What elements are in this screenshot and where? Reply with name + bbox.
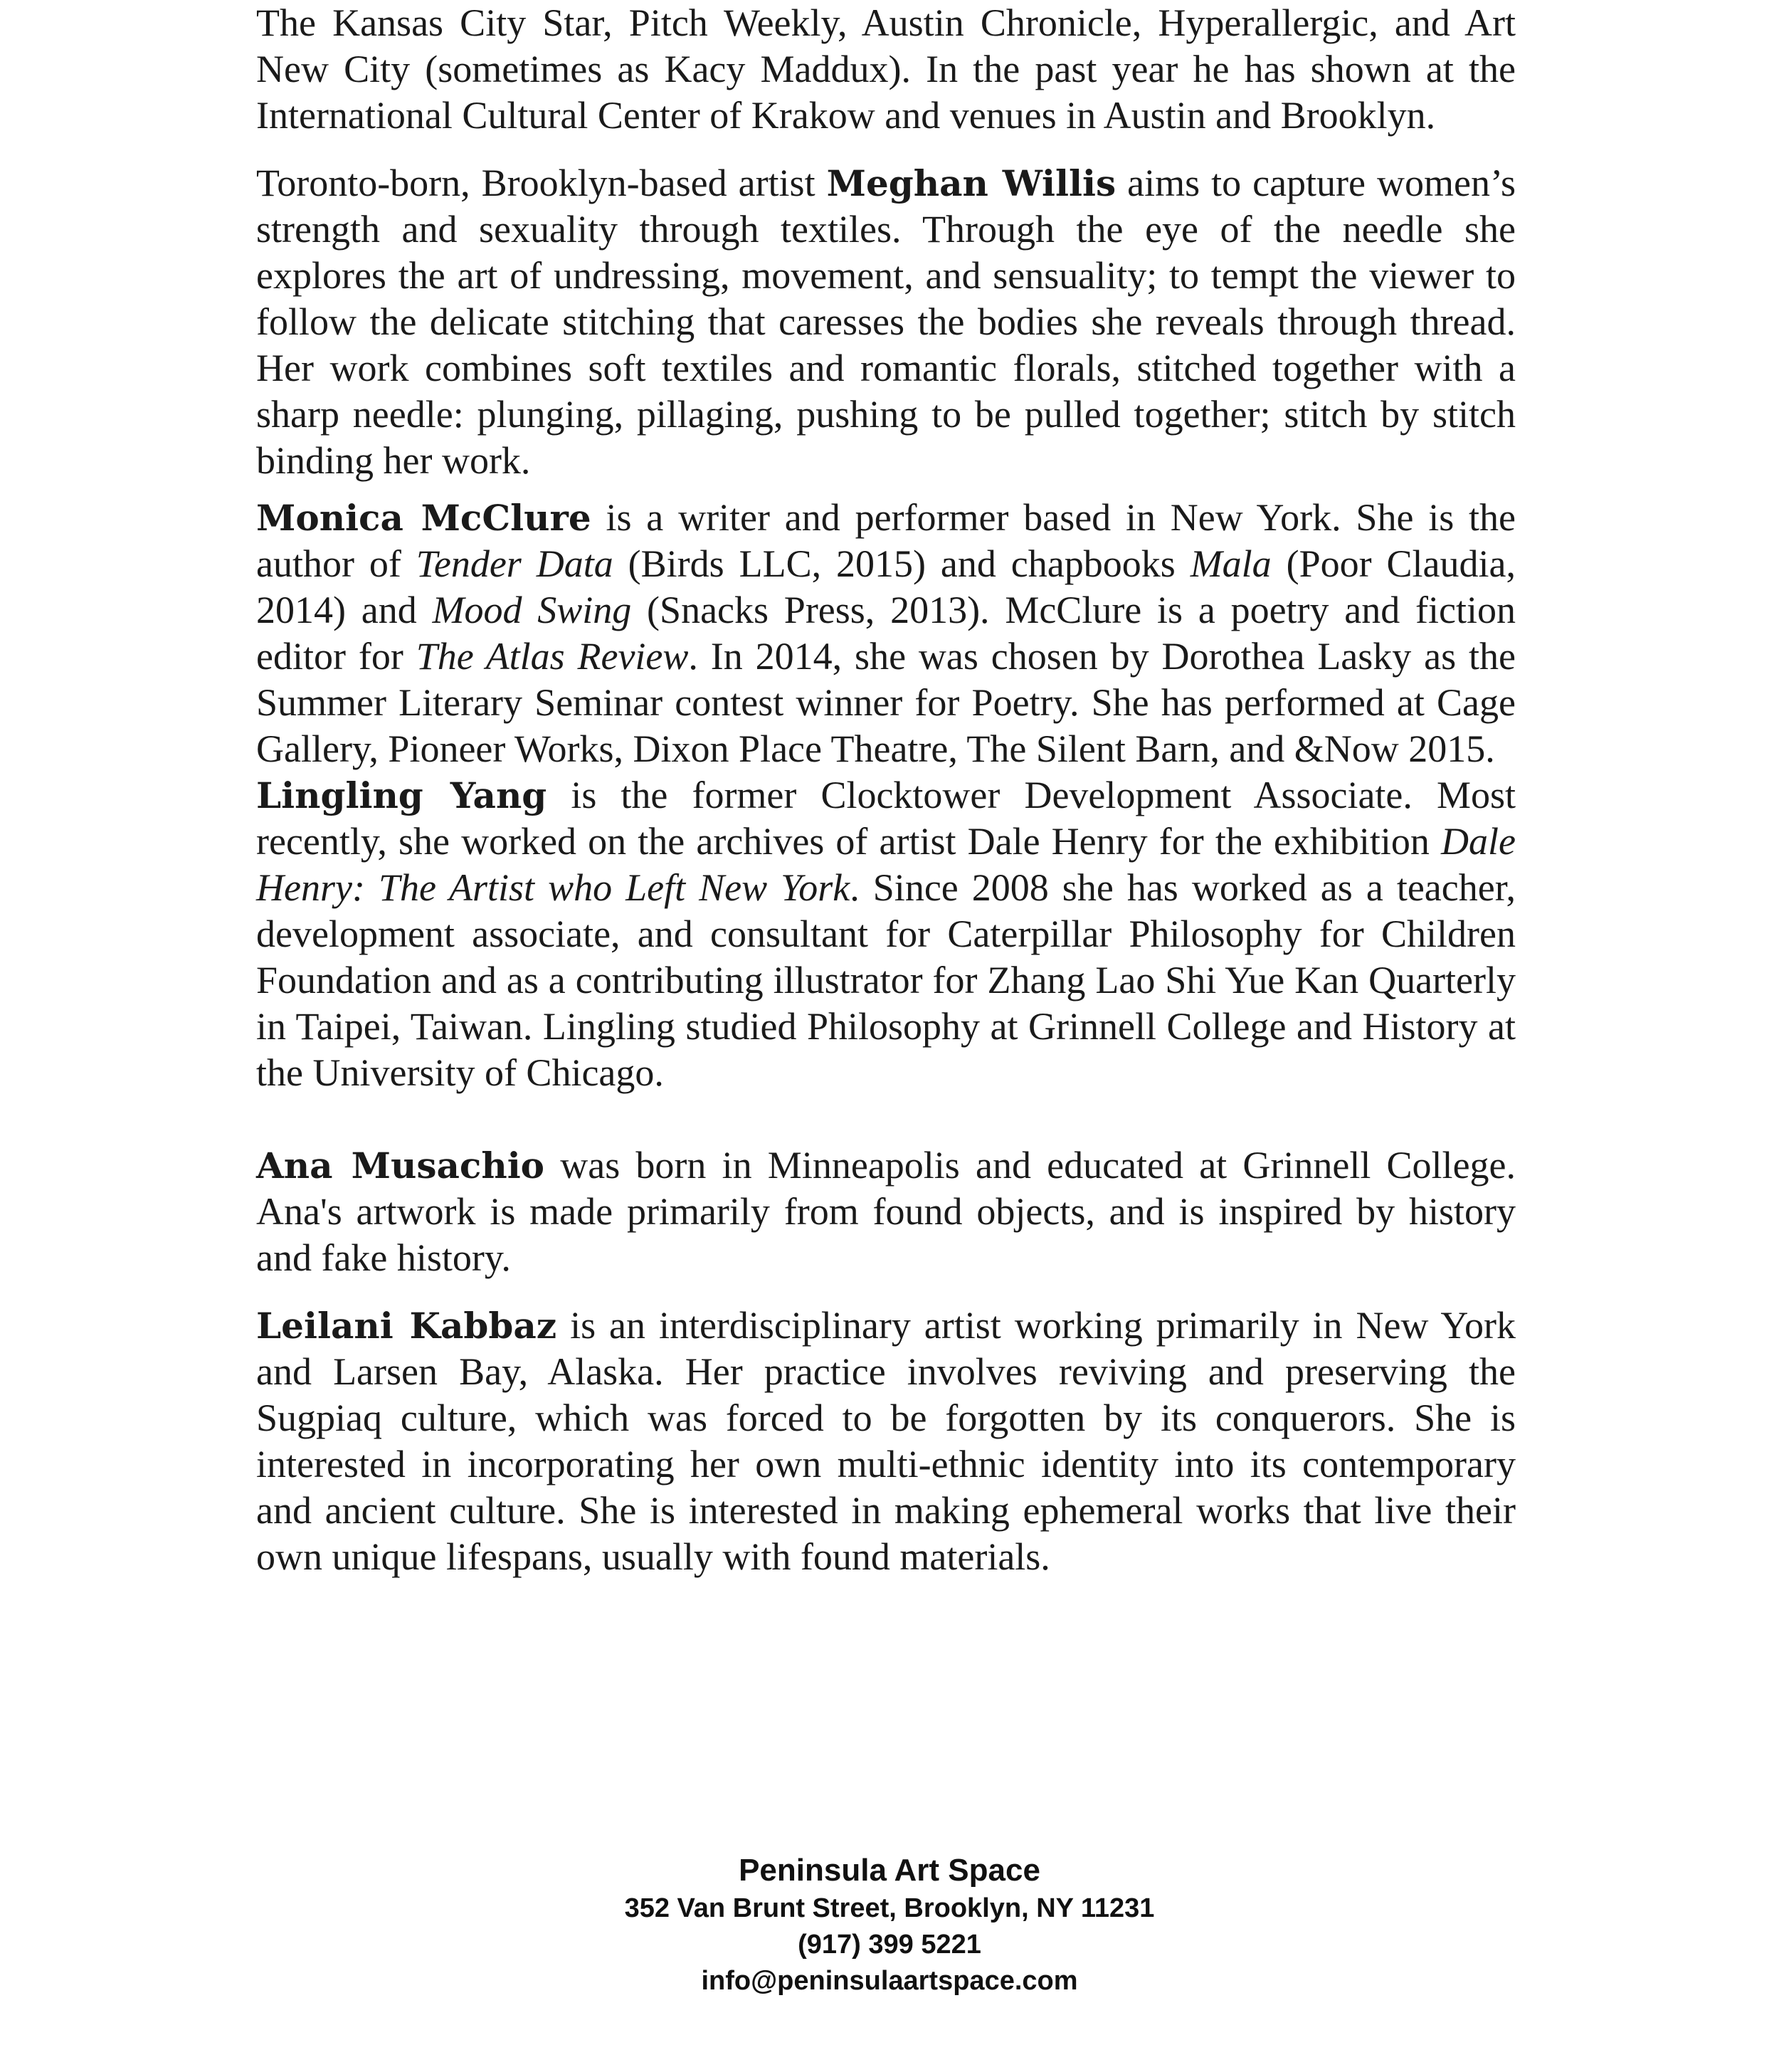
- bio-lingling-yang: [256, 772, 1516, 1096]
- bio-leilani-kabbaz: [256, 1303, 1516, 1580]
- yang-text-2: . Since 2008 she has worked as a teacher, development associate, and consultant for Caterpillar Philosophy for Children Foundation and as a contributing illustrator for Zhang Lao Shi Yue Kan Quarterly in Taipei, Taiwan. Lingling studied Philosophy at Grinnell College and History at the University of Chicago.: [256, 866, 1516, 1094]
- willis-lead: Toronto-born, Brooklyn-based artist: [256, 162, 827, 204]
- mcclure-text-4: (Snacks Press, 2013). McClure is a poetry and fiction editor for: [256, 589, 1516, 678]
- willis-text: aims to capture women’s strength and sexuality through textiles. Through the eye of the needle she explores the art of undressing, movement, and sensuality; to tempt the viewer to follow the delicate stitching that caresses the bodies she reveals through thread. Her work combines soft textiles and romantic florals, stitched together with a sharp needle: plunging, pillaging, pushing to be pulled together; stitch by stitch binding her work.: [256, 162, 1516, 482]
- paragraph-intro-continued: [256, 0, 1516, 139]
- exhibition-title-dale-henry: Dale Henry: The Artist who Left New York: [256, 820, 1516, 909]
- mcclure-text-3: (Poor Claudia, 2014) and: [256, 542, 1516, 631]
- book-title-mala: Mala: [1190, 542, 1272, 585]
- book-title-mood-swing: Mood Swing: [432, 589, 632, 631]
- yang-text-1: is the former Clocktower Development Associate. Most recently, she worked on the archives of artist Dale Henry for the exhibition: [256, 774, 1516, 863]
- musachio-text: was born in Minneapolis and educated at Grinnell College. Ana's artwork is made primarily from found objects, and is inspired by history and fake history.: [256, 1144, 1516, 1279]
- book-title-tender-data: Tender Data: [416, 542, 613, 585]
- footer-email[interactable]: info@peninsulaartspace.com: [701, 1966, 1078, 1996]
- bio-meghan-willis: [256, 160, 1516, 484]
- document-body: [256, 0, 1516, 1580]
- mcclure-text-1: is a writer and performer based in New York. She is the author of: [256, 496, 1516, 585]
- footer-contact: [0, 1851, 1779, 1999]
- bio-monica-mcclure: [256, 495, 1516, 772]
- artist-name-musachio: Ana Musachio: [256, 1145, 545, 1187]
- intro-text: The Kansas City Star, Pitch Weekly, Austin Chronicle, Hyperallergic, and Art New City (sometimes as Kacy Maddux). In the past year he has shown at the International Cultural Center of Krakow and venues in Austin and Brooklyn.: [256, 1, 1516, 137]
- artist-name-yang: Lingling Yang: [256, 774, 547, 816]
- mcclure-text-2: (Birds LLC, 2015) and chapbooks: [613, 542, 1191, 585]
- journal-title-atlas-review: The Atlas Review: [416, 635, 689, 678]
- artist-name-willis: Meghan Willis: [826, 162, 1117, 204]
- footer-address: 352 Van Brunt Street, Brooklyn, NY 11231: [624, 1893, 1155, 1923]
- artist-name-kabbaz: Leilani Kabbaz: [256, 1305, 557, 1347]
- footer-org-name: Peninsula Art Space: [739, 1853, 1040, 1888]
- artist-name-mcclure: Monica McClure: [256, 497, 591, 539]
- bio-ana-musachio: [256, 1142, 1516, 1281]
- footer-phone: (917) 399 5221: [798, 1930, 981, 1960]
- mcclure-text-5: . In 2014, she was chosen by Dorothea Lasky as the Summer Literary Seminar contest winner for Poetry. She has performed at Cage Gallery, Pioneer Works, Dixon Place Theatre, The Silent Barn, and &Now 2015.: [256, 635, 1516, 770]
- kabbaz-text: is an interdisciplinary artist working primarily in New York and Larsen Bay, Alaska. Her practice involves reviving and preserving the Sugpiaq culture, which was forced to be forgotten by its conquerors. She is interested in incorporating her own multi-ethnic identity into its contemporary and ancient culture. She is interested in making ephemeral works that live their own unique lifespans, usually with found materials.: [256, 1304, 1516, 1578]
